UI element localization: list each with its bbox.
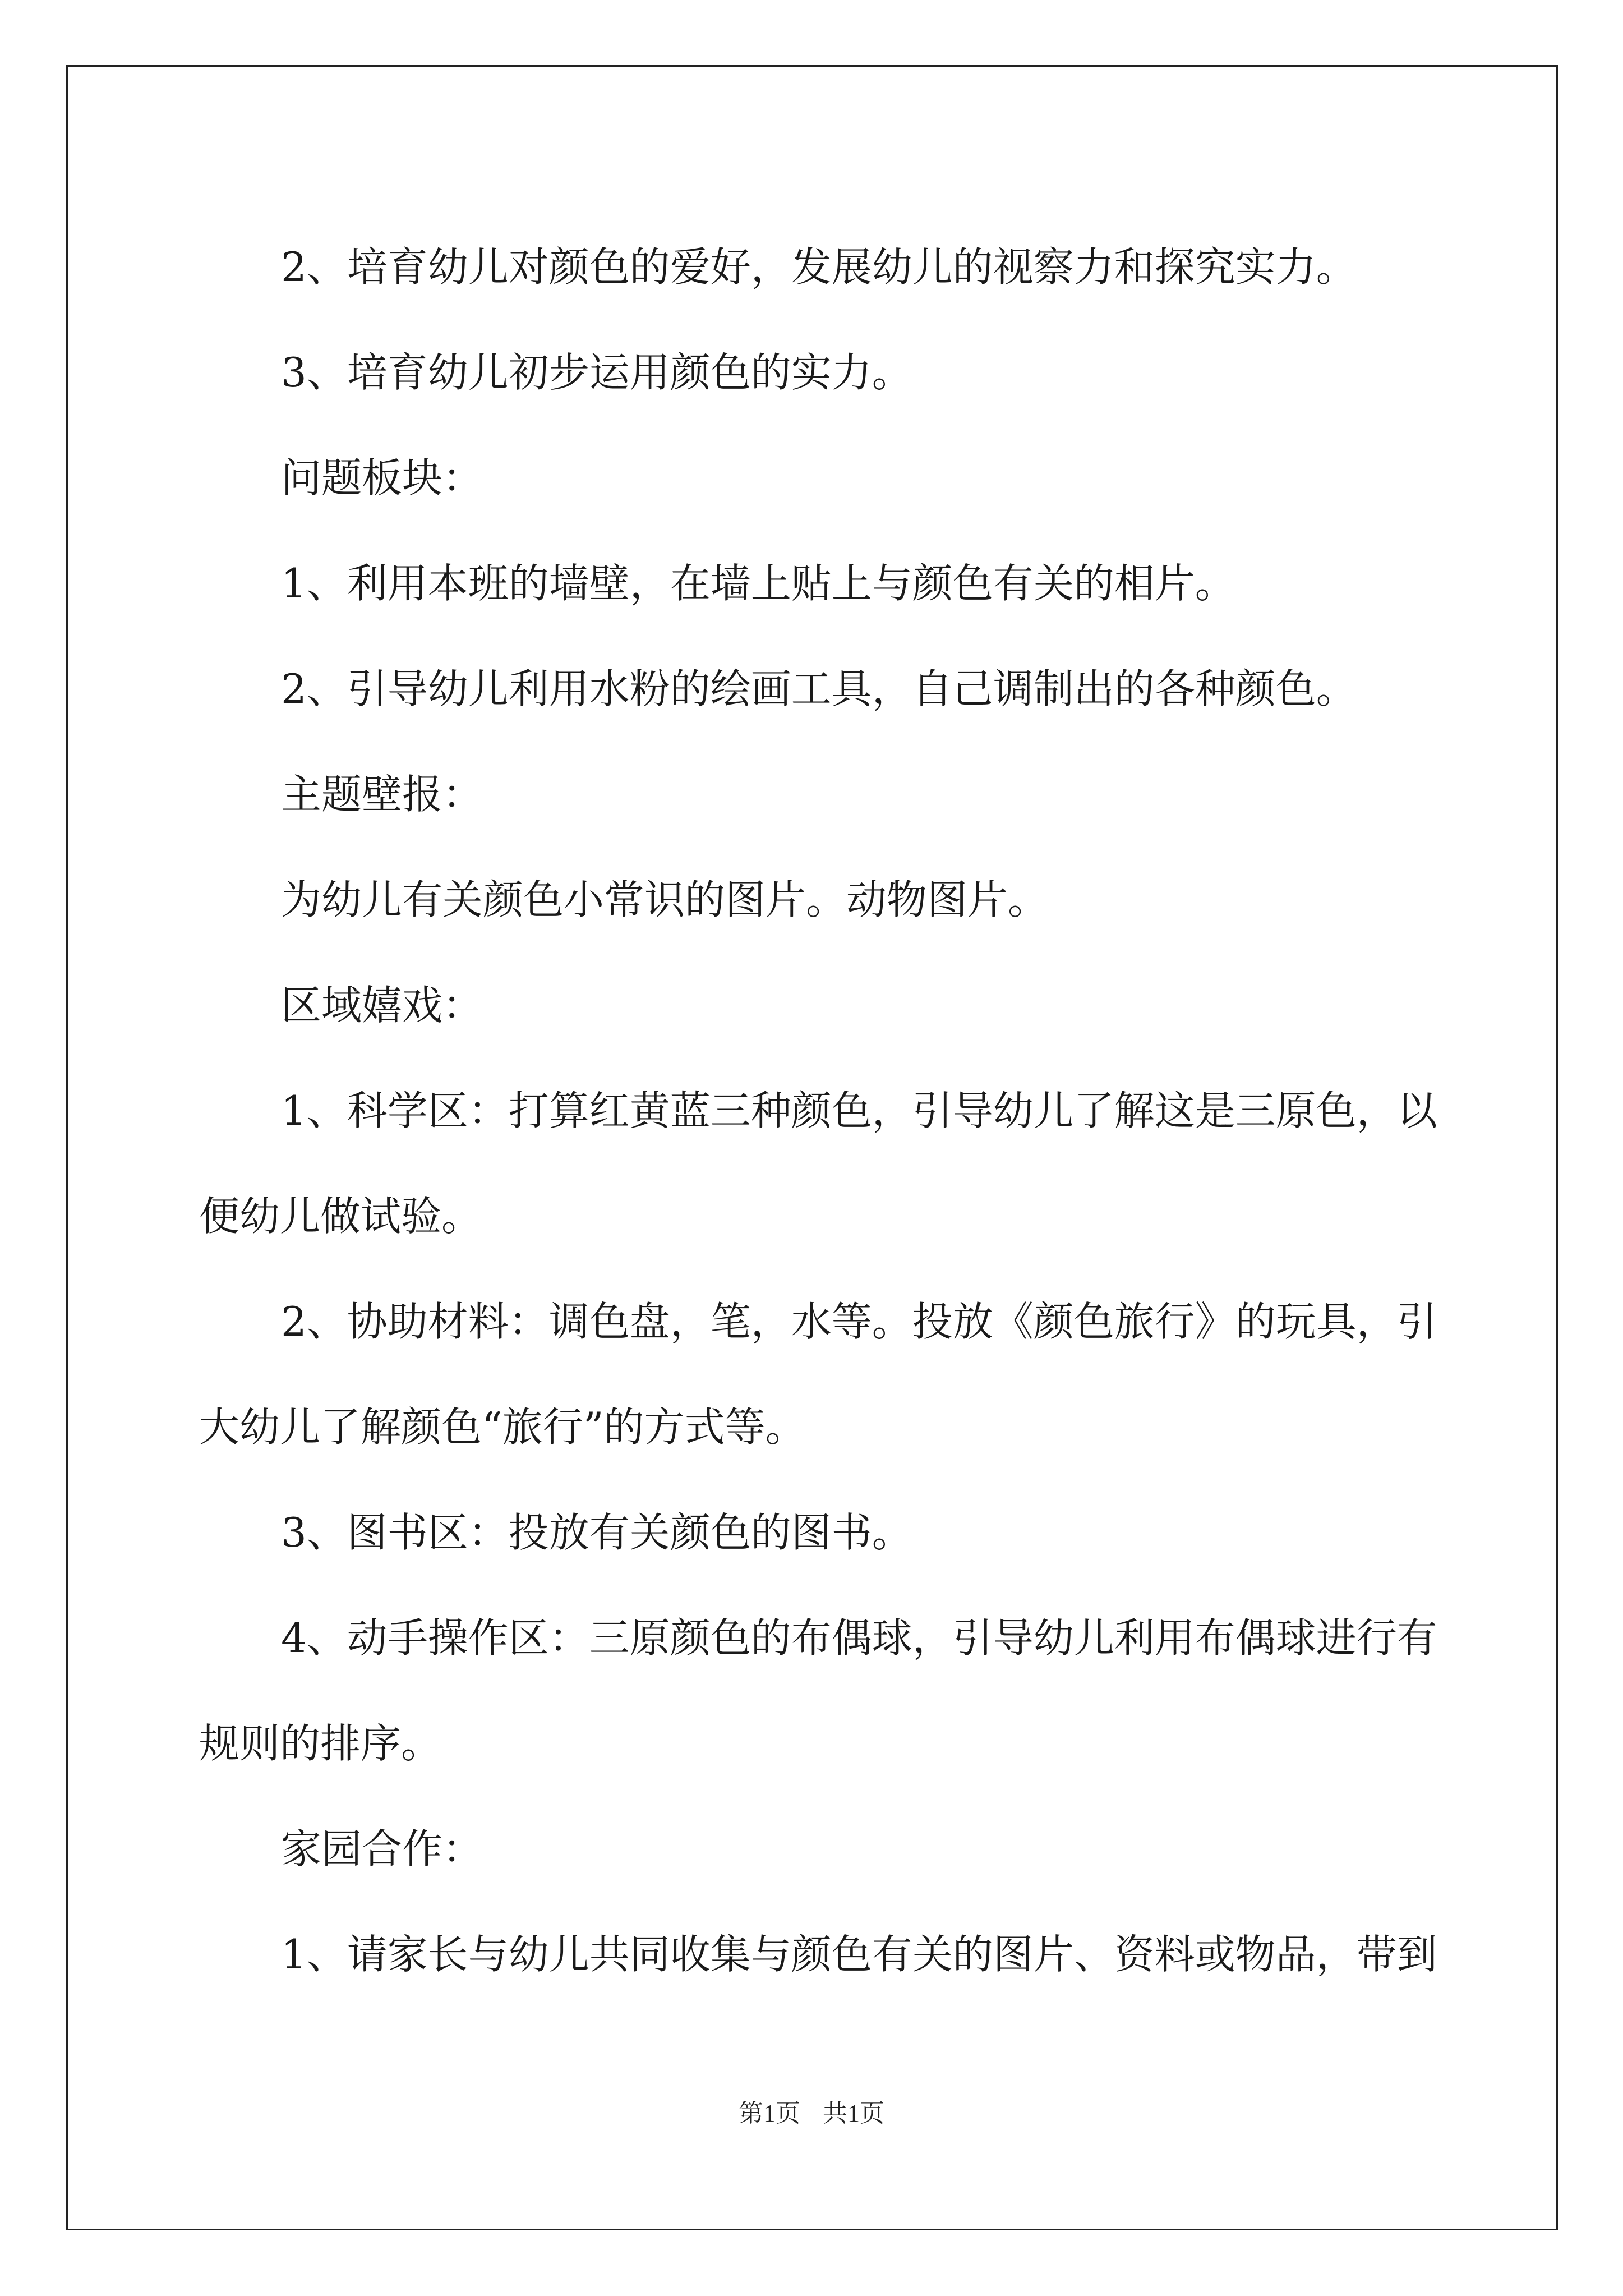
paragraph: 2、协助材料：调色盘，笔，水等。投放《颜色旅行》的玩具，引 [281, 1298, 1437, 1345]
paragraph: 3、图书区：投放有关颜色的图书。 [281, 1509, 912, 1556]
section-heading: 问题板块： [281, 454, 483, 501]
paragraph: 4、动手操作区：三原颜色的布偶球，引导幼儿利用布偶球进行有 [281, 1614, 1437, 1662]
paragraph: 1、科学区：打算红黄蓝三种颜色，引导幼儿了解这是三原色，以 [281, 1087, 1437, 1134]
current-page-label: 第1页 [739, 2100, 800, 2127]
total-pages-label: 共1页 [823, 2100, 884, 2127]
paragraph-continuation: 便幼儿做试验。 [199, 1193, 482, 1240]
document-body [199, 214, 1437, 2007]
paragraph: 2、引导幼儿利用水粉的绘画工具，自己调制出的各种颜色。 [281, 665, 1357, 712]
paragraph: 2、培育幼儿对颜色的爱好，发展幼儿的视察力和探究实力。 [281, 243, 1357, 291]
paragraph: 3、培育幼儿初步运用颜色的实力。 [281, 349, 912, 396]
section-heading: 家园合作： [281, 1825, 483, 1872]
paragraph-continuation: 规则的排序。 [199, 1720, 442, 1767]
paragraph: 1、请家长与幼儿共同收集与颜色有关的图片、资料或物品，带到 [281, 1931, 1437, 1978]
page-footer [0, 2097, 1623, 2131]
paragraph-continuation: 大幼儿了解颜色“旅行”的方式等。 [199, 1404, 806, 1451]
section-heading: 主题壁报： [281, 771, 483, 818]
section-heading: 区域嬉戏： [281, 982, 483, 1029]
paragraph: 为幼儿有关颜色小常识的图片。动物图片。 [281, 876, 1049, 923]
paragraph: 1、利用本班的墙壁，在墙上贴上与颜色有关的相片。 [281, 560, 1235, 607]
